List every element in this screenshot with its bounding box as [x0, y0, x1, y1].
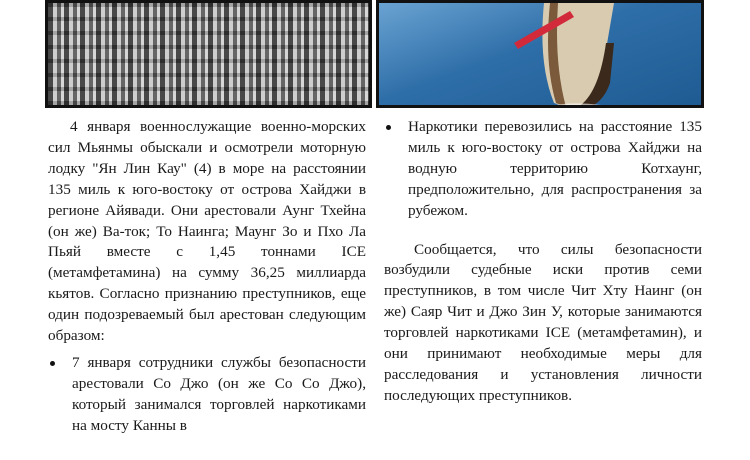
drug-packages-stack	[48, 3, 369, 105]
bullet-text: Наркотики перевозились на расстояние 135 миль к юго-востоку от острова Хайджи на водную территорию Котхаунг, предположительно, для распространения за рубежом.	[408, 118, 702, 219]
article-paragraph: 4 января военнослужащие военно-морских сил Мьянмы обыскали и осмотрели моторную лодку "Ян Лин Кау" (4) в море на расстоянии 135 миль к юго-востоку от острова Хайджи в регионе Айявади. Они арестовали Аунг Тхейна (он же) Ва-ток; То Наинга; Маунг Зо и Пхо Ла Пьяй вместе с 1,45 тоннами ICE (метамфетамина) на сумму 36,25 миллиарда кьятов. Согласно признанию преступников, еще один подозреваемый был арестован следующим образом:	[48, 118, 366, 345]
bullet-text: 7 января сотрудники службы безопасности арестовали Со Джо (он же Со Со Джо), который занимался торговлей наркотиками на мосту Канны в	[72, 353, 366, 434]
bullet-dot-icon	[50, 361, 55, 366]
article-column-right	[384, 117, 702, 407]
article-paragraph: Сообщается, что силы безопасности возбудили судебные иски против семи преступников, в том числе Чит Хту Наинг (он же) Саяр Чит и Джо Зин У, которые занимаются торговлей наркотиками ICE (метамфетамин), и они принимают необходимые меры для расследования и установления личности последующих преступников.	[384, 240, 702, 404]
seized-drugs-photo	[45, 0, 372, 108]
bullet-list	[48, 353, 366, 437]
article-column-left	[48, 117, 366, 437]
bullet-list	[384, 117, 702, 222]
bullet-dot-icon	[386, 125, 391, 130]
bullet-item	[48, 353, 366, 437]
motor-boat-photo	[376, 0, 704, 108]
boat-hull-image	[474, 3, 614, 108]
bullet-item	[384, 117, 702, 222]
